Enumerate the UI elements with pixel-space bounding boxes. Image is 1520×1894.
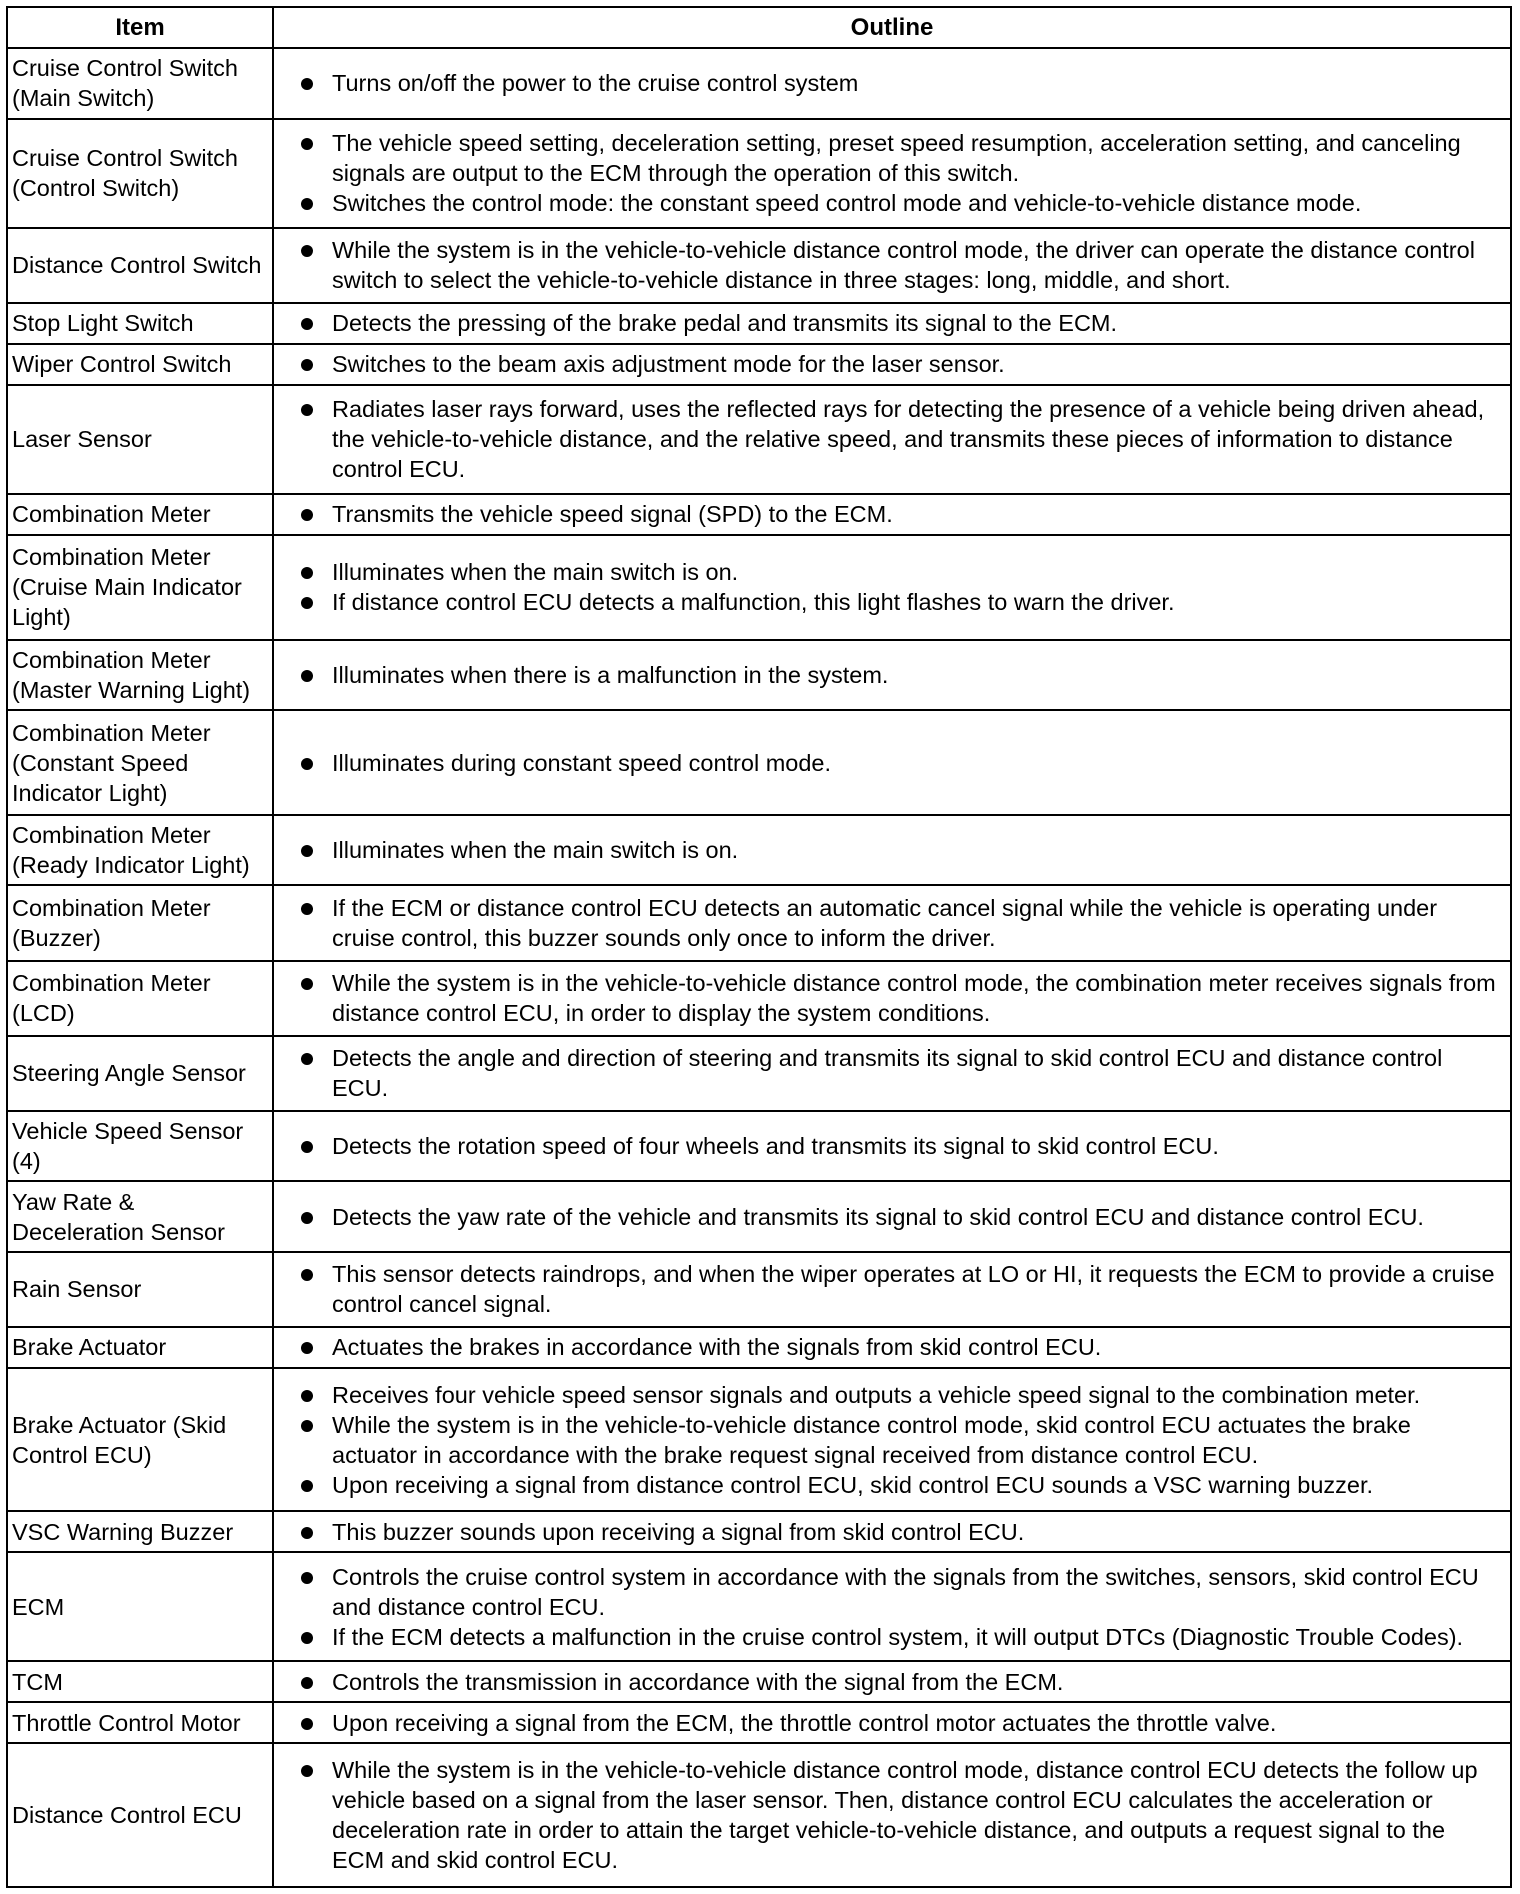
outline-list <box>296 1131 1500 1161</box>
outline-cell <box>273 385 1511 494</box>
outline-bullet: Upon receiving a signal from distance control ECU, skid control ECU sounds a VSC warning buzzer. <box>296 1470 1500 1500</box>
item-cell: VSC Warning Buzzer <box>7 1511 273 1552</box>
outline-bullet: Detects the yaw rate of the vehicle and transmits its signal to skid control ECU and distance control ECU. <box>296 1202 1500 1232</box>
outline-list <box>296 1755 1500 1875</box>
outline-list <box>296 835 1500 865</box>
outline-cell <box>273 494 1511 535</box>
outline-cell <box>273 48 1511 119</box>
item-cell: Laser Sensor <box>7 385 273 494</box>
outline-list <box>296 1202 1500 1232</box>
item-cell: Yaw Rate & Deceleration Sensor <box>7 1181 273 1252</box>
outline-bullet: While the system is in the vehicle-to-vehicle distance control mode, distance control ECU detects the follow up vehicle based on a signal from the laser sensor. Then, distance control ECU calculates the acceleration or deceleration rate in order to attain the target vehicle-to-vehicle distance, and outputs a request signal to the ECM and skid control ECU. <box>296 1755 1500 1875</box>
table-row <box>7 535 1511 640</box>
table-row <box>7 1327 1511 1368</box>
outline-cell <box>273 1111 1511 1182</box>
outline-cell <box>273 1036 1511 1111</box>
outline-bullet: Controls the transmission in accordance with the signal from the ECM. <box>296 1667 1500 1697</box>
item-cell: Distance Control ECU <box>7 1743 273 1887</box>
outline-cell <box>273 344 1511 385</box>
outline-list <box>296 660 1500 690</box>
outline-list <box>296 1259 1500 1319</box>
item-cell: Steering Angle Sensor <box>7 1036 273 1111</box>
outline-cell <box>273 1252 1511 1327</box>
table-row <box>7 344 1511 385</box>
outline-list <box>296 128 1500 218</box>
outline-cell <box>273 228 1511 303</box>
outline-list <box>296 1667 1500 1697</box>
table-row <box>7 303 1511 344</box>
table-row <box>7 1743 1511 1887</box>
outline-bullet: Detects the pressing of the brake pedal and transmits its signal to the ECM. <box>296 308 1500 338</box>
table-row <box>7 710 1511 815</box>
outline-list <box>296 499 1500 529</box>
outline-list <box>296 1380 1500 1500</box>
outline-bullet: This buzzer sounds upon receiving a signal from skid control ECU. <box>296 1517 1500 1547</box>
outline-cell <box>273 1181 1511 1252</box>
item-cell: Rain Sensor <box>7 1252 273 1327</box>
item-cell: Brake Actuator <box>7 1327 273 1368</box>
item-cell: Distance Control Switch <box>7 228 273 303</box>
outline-bullet: Illuminates when there is a malfunction in the system. <box>296 660 1500 690</box>
outline-list <box>296 968 1500 1028</box>
outline-bullet: The vehicle speed setting, deceleration setting, preset speed resumption, acceleration setting, and canceling signals are output to the ECM through the operation of this switch. <box>296 128 1500 188</box>
table-row <box>7 1181 1511 1252</box>
table-row <box>7 1252 1511 1327</box>
outline-bullet: Turns on/off the power to the cruise control system <box>296 68 1500 98</box>
outline-cell <box>273 303 1511 344</box>
outline-bullet: Actuates the brakes in accordance with the signals from skid control ECU. <box>296 1332 1500 1362</box>
outline-bullet: Upon receiving a signal from the ECM, the throttle control motor actuates the throttle valve. <box>296 1708 1500 1738</box>
outline-column-header: Outline <box>273 7 1511 48</box>
outline-list <box>296 235 1500 295</box>
outline-bullet: While the system is in the vehicle-to-vehicle distance control mode, skid control ECU actuates the brake actuator in accordance with the brake request signal received from distance control ECU. <box>296 1410 1500 1470</box>
item-cell: Combination Meter <box>7 494 273 535</box>
item-cell: Stop Light Switch <box>7 303 273 344</box>
table-row <box>7 48 1511 119</box>
outline-cell <box>273 1661 1511 1702</box>
outline-bullet: If the ECM detects a malfunction in the cruise control system, it will output DTCs (Diagnostic Trouble Codes). <box>296 1622 1500 1652</box>
table-row <box>7 494 1511 535</box>
outline-list <box>296 394 1500 484</box>
item-cell: Throttle Control Motor <box>7 1702 273 1743</box>
table-row <box>7 1661 1511 1702</box>
item-cell: Combination Meter (Ready Indicator Light) <box>7 815 273 886</box>
outline-bullet: Radiates laser rays forward, uses the reflected rays for detecting the presence of a vehicle being driven ahead, the vehicle-to-vehicle distance, and the relative speed, and transmits these pieces of information to distance control ECU. <box>296 394 1500 484</box>
outline-cell <box>273 961 1511 1036</box>
item-cell: Brake Actuator (Skid Control ECU) <box>7 1368 273 1511</box>
outline-bullet: While the system is in the vehicle-to-vehicle distance control mode, the combination meter receives signals from distance control ECU, in order to display the system conditions. <box>296 968 1500 1028</box>
item-cell: Vehicle Speed Sensor (4) <box>7 1111 273 1182</box>
outline-bullet: Detects the angle and direction of steering and transmits its signal to skid control ECU and distance control ECU. <box>296 1043 1500 1103</box>
outline-bullet: Illuminates when the main switch is on. <box>296 835 1500 865</box>
item-cell: Combination Meter (Constant Speed Indicator Light) <box>7 710 273 815</box>
table-row <box>7 961 1511 1036</box>
outline-bullet: Detects the rotation speed of four wheels and transmits its signal to skid control ECU. <box>296 1131 1500 1161</box>
outline-bullet: While the system is in the vehicle-to-vehicle distance control mode, the driver can operate the distance control switch to select the vehicle-to-vehicle distance in three stages: long, middle, and short. <box>296 235 1500 295</box>
outline-cell <box>273 1552 1511 1661</box>
outline-list <box>296 349 1500 379</box>
outline-bullet: Switches the control mode: the constant speed control mode and vehicle-to-vehicle distance mode. <box>296 188 1500 218</box>
outline-list <box>296 1708 1500 1738</box>
outline-bullet: This sensor detects raindrops, and when the wiper operates at LO or HI, it requests the ECM to provide a cruise control cancel signal. <box>296 1259 1500 1319</box>
item-cell: Combination Meter (LCD) <box>7 961 273 1036</box>
item-cell: Combination Meter (Buzzer) <box>7 885 273 960</box>
outline-cell <box>273 710 1511 815</box>
item-cell: Cruise Control Switch (Main Switch) <box>7 48 273 119</box>
outline-cell <box>273 119 1511 228</box>
component-outline-table <box>6 6 1512 1888</box>
outline-bullet: If the ECM or distance control ECU detects an automatic cancel signal while the vehicle is operating under cruise control, this buzzer sounds only once to inform the driver. <box>296 893 1500 953</box>
item-cell: Combination Meter (Master Warning Light) <box>7 640 273 711</box>
outline-bullet: Receives four vehicle speed sensor signals and outputs a vehicle speed signal to the combination meter. <box>296 1380 1500 1410</box>
outline-bullet: Illuminates during constant speed control mode. <box>296 748 1500 778</box>
item-cell: Cruise Control Switch (Control Switch) <box>7 119 273 228</box>
item-column-header: Item <box>7 7 273 48</box>
table-row <box>7 1368 1511 1511</box>
outline-bullet: If distance control ECU detects a malfunction, this light flashes to warn the driver. <box>296 587 1500 617</box>
table-row <box>7 885 1511 960</box>
table-row <box>7 385 1511 494</box>
table-row <box>7 119 1511 228</box>
outline-list <box>296 557 1500 617</box>
table-row <box>7 1036 1511 1111</box>
table-body <box>7 48 1511 1887</box>
outline-list <box>296 1562 1500 1652</box>
outline-bullet: Switches to the beam axis adjustment mode for the laser sensor. <box>296 349 1500 379</box>
outline-bullet: Illuminates when the main switch is on. <box>296 557 1500 587</box>
outline-list <box>296 68 1500 98</box>
outline-list <box>296 748 1500 778</box>
table-row <box>7 815 1511 886</box>
outline-bullet: Controls the cruise control system in accordance with the signals from the switches, sensors, skid control ECU and distance control ECU. <box>296 1562 1500 1622</box>
outline-cell <box>273 1743 1511 1887</box>
outline-cell <box>273 1702 1511 1743</box>
item-cell: TCM <box>7 1661 273 1702</box>
outline-cell <box>273 1327 1511 1368</box>
item-cell: ECM <box>7 1552 273 1661</box>
outline-cell <box>273 640 1511 711</box>
item-cell: Wiper Control Switch <box>7 344 273 385</box>
table-row <box>7 228 1511 303</box>
table-row <box>7 640 1511 711</box>
outline-cell <box>273 885 1511 960</box>
header-row <box>7 7 1511 48</box>
table-row <box>7 1702 1511 1743</box>
table-row <box>7 1552 1511 1661</box>
outline-cell <box>273 815 1511 886</box>
outline-list <box>296 893 1500 953</box>
outline-cell <box>273 1368 1511 1511</box>
outline-cell <box>273 535 1511 640</box>
table-row <box>7 1111 1511 1182</box>
outline-list <box>296 1517 1500 1547</box>
outline-list <box>296 1043 1500 1103</box>
outline-cell <box>273 1511 1511 1552</box>
table-row <box>7 1511 1511 1552</box>
outline-bullet: Transmits the vehicle speed signal (SPD) to the ECM. <box>296 499 1500 529</box>
outline-list <box>296 1332 1500 1362</box>
outline-list <box>296 308 1500 338</box>
item-cell: Combination Meter (Cruise Main Indicator Light) <box>7 535 273 640</box>
